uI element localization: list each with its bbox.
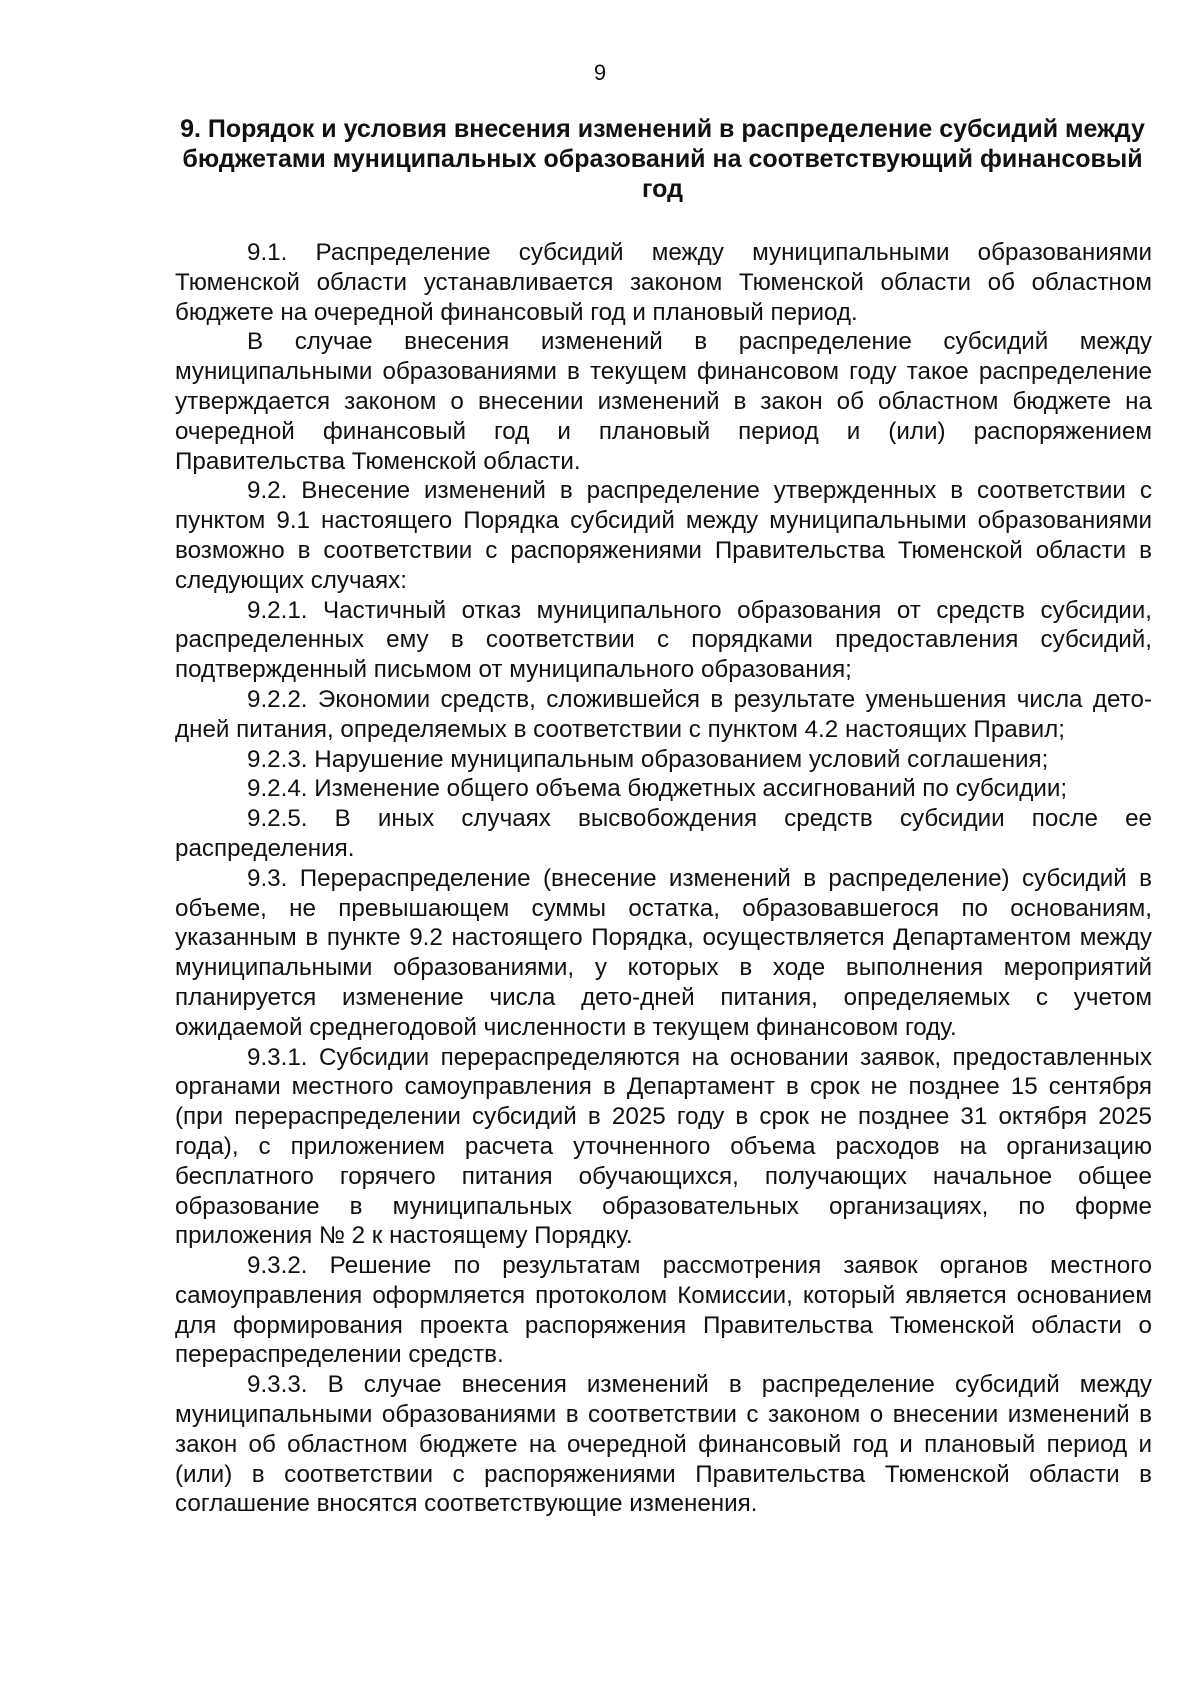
paragraph-9-2-2: 9.2.2. Экономии средств, сложившейся в результате уменьшения числа дето-дней питания, определяемых в соответствии с пунктом 4.2 настоящих Правил; — [175, 685, 1152, 743]
paragraph-9-3: 9.3. Перераспределение (внесение изменений в распределение) субсидий в объеме, не превышающем суммы остатка, образовавшегося по основаниям, указанным в пункте 9.2 настоящего Порядка, осуществляется Департаментом между муниципальными образованиями, у которых в ходе выполнения мероприятий планируется изменение числа дето-дней питания, определяемых с учетом ожидаемой среднегодовой численности в текущем финансовом году. — [175, 864, 1152, 1041]
paragraph-9-2-3: 9.2.3. Нарушение муниципальным образованием условий соглашения; — [247, 745, 1049, 773]
paragraph-9-2: 9.2. Внесение изменений в распределение утвержденных в соответствии с пунктом 9.1 настоящего Порядка субсидий между муниципальными образованиями возможно в соответствии с распоряжениями Правительства Тюменской области в следующих случаях: — [175, 477, 1152, 594]
section-body — [175, 238, 1152, 1519]
paragraph-9-3-1: 9.3.1. Субсидии перераспределяются на основании заявок, предоставленных органами местного самоуправления в Департамент в срок не позднее 15 сентября (при перераспределении субсидий в 2025 году в срок не позднее 31 октября 2025 года), с приложением расчета уточненного объема расходов на организацию бесплатного горячего питания обучающихся, получающих начальное общее образование в муниципальных образовательных организациях, по форме приложения № 2 к настоящему Порядку. — [175, 1043, 1152, 1250]
paragraph-9-3-2: 9.3.2. Решение по результатам рассмотрения заявок органов местного самоуправления оформляется протоколом Комиссии, который является основанием для формирования проекта распоряжения Правительства Тюменской области о перераспределении средств. — [175, 1252, 1152, 1369]
paragraph-9-2-4: 9.2.4. Изменение общего объема бюджетных ассигнований по субсидии; — [247, 775, 1068, 803]
section-title: 9. Порядок и условия внесения изменений в распределение субсидий между бюджетами муниципальных образований на соответствующий финансовый год — [180, 115, 1145, 203]
paragraph-9-3-3: 9.3.3. В случае внесения изменений в распределение субсидий между муниципальными образованиями в соответствии с законом о внесении изменений в закон об областном бюджете на очередной финансовый год и плановый период и (или) в соответствии с распоряжениями Правительства Тюменской области в соглашение вносятся соответствующие изменения. — [175, 1371, 1152, 1518]
paragraph-9-2-5: 9.2.5. В иных случаях высвобождения средств субсидии после ее распределения. — [175, 805, 1152, 862]
page-number: 9 — [593, 60, 607, 85]
paragraph-9-1-amendment: В случае внесения изменений в распределение субсидий между муниципальными образованиями в текущем финансовом году такое распределение утверждается законом о внесении изменений в закон об областном бюджете на очередной финансовый год и плановый период и (или) распоряжением Правительства Тюменской области. — [175, 328, 1152, 475]
paragraph-9-1: 9.1. Распределение субсидий между муниципальными образованиями Тюменской области устанавливается законом Тюменской области об областном бюджете на очередной финансовый год и плановый период. — [175, 239, 1152, 326]
paragraph-9-2-1: 9.2.1. Частичный отказ муниципального образования от средств субсидии, распределенных ему в соответствии с порядками предоставления субсидий, подтвержденный письмом от муниципального образования; — [175, 596, 1152, 684]
